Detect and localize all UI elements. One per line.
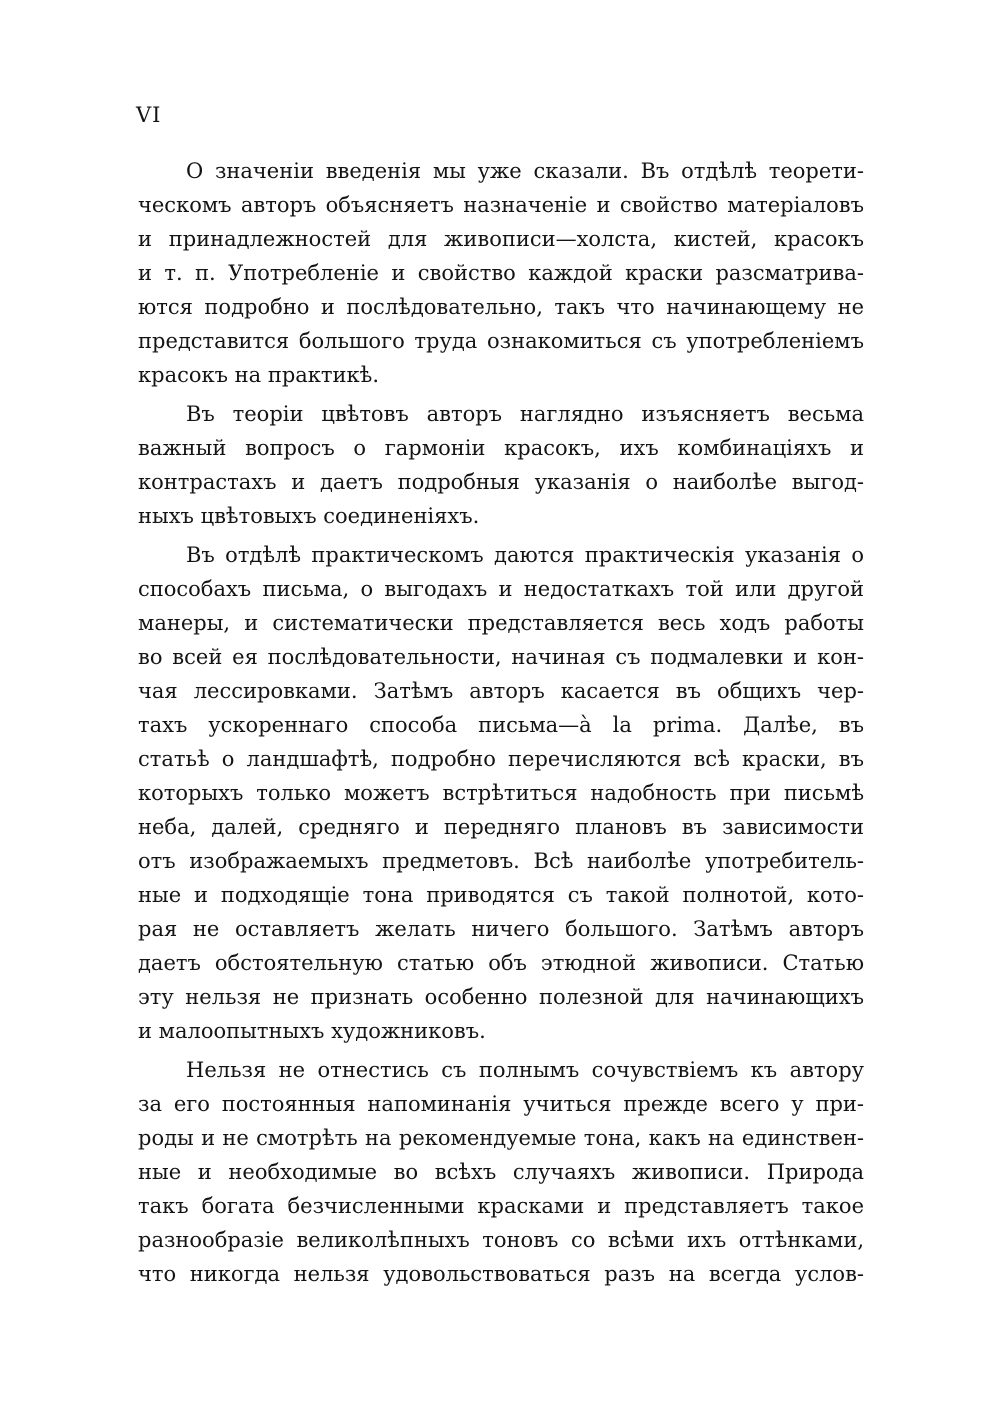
text-line: за его постоянныя напоминанія учиться прежде всего у при- [138,1092,864,1116]
text-line: ныхъ цвѣтовыхъ соединеніяхъ. [138,504,480,528]
text-line: красокъ на практикѣ. [138,363,380,387]
text-line: ные и необходимые во всѣхъ случаяхъ живописи. Природа [138,1160,864,1184]
text-line: даетъ обстоятельную статью объ этюдной живописи. Статью [138,951,864,975]
text-line: во всей ея послѣдовательности, начиная съ подмалевки и кон- [138,645,864,669]
text-line: эту нельзя не признать особенно полезной для начинающихъ [138,985,864,1009]
text-line: что никогда нельзя удовольствоваться разъ на всегда услов- [138,1262,864,1286]
text-column [138,154,864,1296]
text-line: Въ теоріи цвѣтовъ авторъ наглядно изъясняетъ весьма [186,402,864,426]
text-line: и принадлежностей для живописи—холста, кистей, красокъ [138,227,864,251]
paragraph-practical-section [138,538,864,1048]
text-line: рая не оставляетъ желать ничего большого. Затѣмъ авторъ [138,917,864,941]
paragraph-color-theory [138,397,864,533]
paragraph-nature-study [138,1053,864,1291]
text-line: и т. п. Употребленіе и свойство каждой краски разсматрива- [138,261,864,285]
text-line: и малоопытныхъ художниковъ. [138,1019,486,1043]
text-line: которыхъ только можетъ встрѣтиться надобность при письмѣ [138,781,864,805]
text-line: чая лессировками. Затѣмъ авторъ касается въ общихъ чер- [138,679,864,703]
text-line: ческомъ авторъ объясняетъ назначеніе и свойство матеріаловъ [138,193,864,217]
text-line: отъ изображаемыхъ предметовъ. Всѣ наиболѣе употребитель- [138,849,864,873]
text-line: ные и подходящіе тона приводятся съ такой полнотой, кото- [138,883,864,907]
text-line: Въ отдѣлѣ практическомъ даются практическія указанія о [186,543,864,567]
text-line: разнообразіе великолѣпныхъ тоновъ со всѣми ихъ оттѣнками, [138,1228,864,1252]
text-line: манеры, и систематически представляется весь ходъ работы [138,611,864,635]
text-line: представится большого труда ознакомиться съ употребленіемъ [138,329,864,353]
text-line: тахъ ускореннаго способа письма—à la prima. Далѣе, въ [138,713,864,737]
text-line: способахъ письма, о выгодахъ и недостаткахъ той или другой [138,577,864,601]
text-line: неба, далей, средняго и передняго плановъ въ зависимости [138,815,864,839]
text-line: О значеніи введенія мы уже сказали. Въ отдѣлѣ теорети- [186,159,864,183]
text-line: роды и не смотрѣть на рекомендуемые тона, какъ на единствен- [138,1126,864,1150]
text-line: важный вопросъ о гармоніи красокъ, ихъ комбинаціяхъ и [138,436,864,460]
paragraph-materials [138,154,864,392]
page-number: VI [136,103,162,127]
text-line: такъ богата безчисленными красками и представляетъ такое [138,1194,864,1218]
text-line: ются подробно и послѣдовательно, такъ что начинающему не [138,295,864,319]
text-line: Нельзя не отнестись съ полнымъ сочувствіемъ къ автору [186,1058,864,1082]
text-line: контрастахъ и даетъ подробныя указанія о наиболѣе выгод- [138,470,864,494]
text-line: статьѣ о ландшафтѣ, подробно перечисляются всѣ краски, въ [138,747,864,771]
